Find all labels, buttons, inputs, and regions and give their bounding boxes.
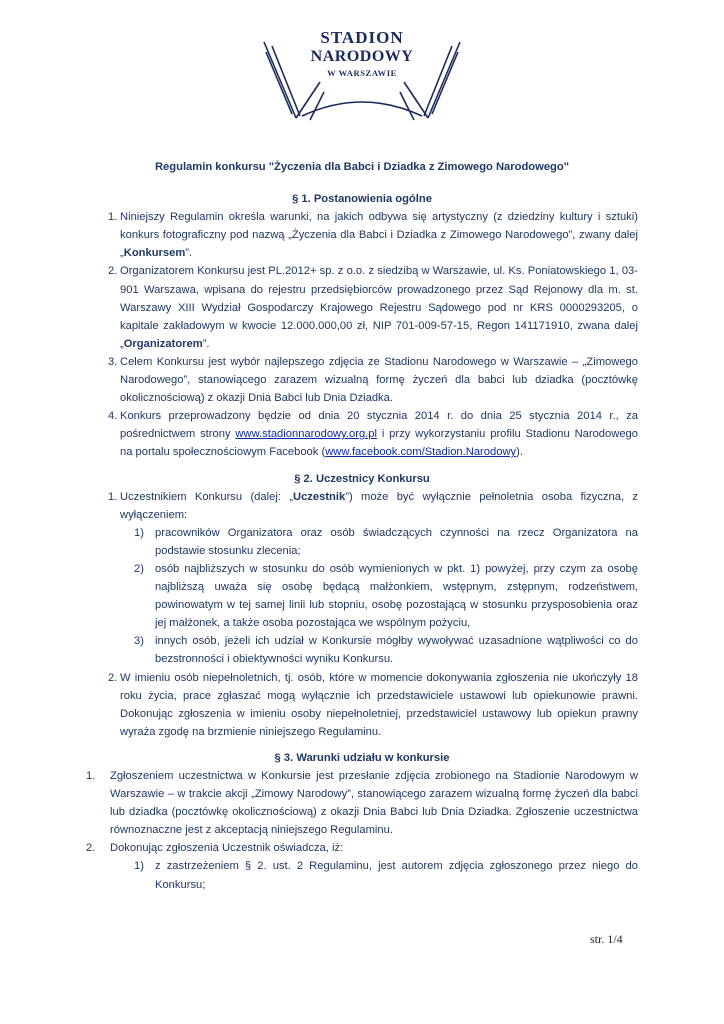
item-text: Celem Konkursu jest wybór najlepszego zdjęcia ze Stadionu Narodowego w Warszawie – „Zimowego Narodowego”, stanowiącego zarazem wizualną formę życzeń dla babci lub dziadka (pocztówkę okolicznościową) z okazji Dnia Babci lub Dnia Dziadka. bbox=[120, 355, 638, 405]
list-item bbox=[86, 208, 638, 262]
section-3-sublist bbox=[86, 857, 638, 893]
list-item bbox=[86, 669, 638, 741]
item-number: 1. bbox=[86, 770, 96, 782]
item-text: ”. bbox=[185, 247, 193, 260]
item-text: pracowników Organizatora oraz osób świadczących czynności na rzecz Organizatora na podstawie stosunku zlecenia; bbox=[155, 526, 638, 557]
page-number: str. 1/4 bbox=[590, 932, 623, 946]
item-text: Uczestnikiem Konkursu (dalej: „ bbox=[120, 490, 293, 503]
defined-term: Konkursem bbox=[123, 247, 186, 260]
item-text: Organizatorem Konkursu jest PL.2012+ sp. z o.o. z siedzibą w Warszawie, ul. Ks. Poniatowskiego 1, 03-901 Warszawa, wpisana do rejestru przedsiębiorców prowadzonego przez Sąd Rejonowy dla m. st. Warszawy XIII Wydział Gospodarczy Krajowego Rejestru Sądowego pod nr KRS 0000293205, o kapitale zakładowym w kwocie 12.000.000,00 zł, NIP 701-009-57-15, Regon 141171910, zwana dalej „ bbox=[120, 265, 638, 350]
regulation-document bbox=[86, 158, 638, 894]
logo-text-narodowy: NARODOWY bbox=[310, 48, 414, 65]
sublist-item bbox=[86, 560, 638, 632]
sublist-item bbox=[86, 857, 638, 893]
item-number: 3) bbox=[134, 635, 144, 648]
item-number: 2) bbox=[134, 562, 144, 575]
list-item bbox=[86, 407, 638, 461]
item-text: i przy wykorzystaniu profilu Stadionu Narodowego na portalu społecznościowym Facebook ( bbox=[120, 428, 639, 459]
logo-text-warszawie: W WARSZAWIE bbox=[327, 68, 397, 78]
defined-term: Uczestnik bbox=[292, 490, 346, 503]
list-item bbox=[86, 488, 638, 669]
item-number: 2. bbox=[108, 671, 118, 684]
item-text: W imieniu osób niepełnoletnich, tj. osób, które w momencie dokonywania zgłoszenia nie ukończyły 18 roku życia, prace zgłaszać mogą wyłącznie ich przedstawiciele ustawowi lub opiekunowie prawni. Dokonując zgłoszenia w imieniu osoby niepełnoletniej, przedstawiciel ustawowy lub opiekun prawny wyraża zgodę na brzmienie niniejszego Regulaminu. bbox=[120, 671, 638, 738]
item-text: osób najbliższych w stosunku do osób wymienionych w pkt. 1) powyżej, przy czym za osobę najbliższą uważa się osobę będącą małżonkiem, wstępnym, zstępnym, rodzeństwem, powinowatym w tej samej linii lub stopniu, osobę pozostającą w stosunku przysposobienia oraz jej małżonek, a także osoba pozostająca we wspólnym pożyciu, bbox=[155, 562, 638, 630]
stadion-logo bbox=[262, 26, 462, 122]
list-item bbox=[86, 767, 638, 839]
facebook-page-link[interactable]: www.facebook.com/Stadion.Narodowy bbox=[325, 446, 517, 459]
section-1-list bbox=[86, 208, 638, 461]
sublist-item bbox=[86, 524, 638, 560]
item-number: 1. bbox=[108, 490, 118, 503]
item-text: innych osób, jeżeli ich udział w Konkursie mógłby wywoływać uzasadnione wątpliwości co do bezstronności i obiektywności wyniku Konkursu. bbox=[155, 635, 638, 666]
item-number: 1) bbox=[134, 860, 144, 873]
item-text: Niniejszy Regulamin określa warunki, na jakich odbywa się artystyczny (z dziedziny kultury i sztuki) konkurs fotograficzny pod nazwą „Życzenia dla Babci i Dziadka z Zimowego Narodowego”, zwany dalej „ bbox=[120, 211, 638, 260]
section-3-list bbox=[86, 767, 638, 894]
section-1-heading: § 1. Postanowienia ogólne bbox=[292, 193, 432, 206]
item-text: Zgłoszeniem uczestnictwa w Konkursie jest przesłanie zdjęcia zrobionego na Stadionie Narodowym w Warszawie – w trakcie akcji „Zimowy Narodowy”, stanowiącego zarazem wizualną formę życzeń dla babci lub dziadka (pocztówkę okolicznościową) z okazji Dnia Babci lub Dnia Dziadka. Zgłoszenie uczestnictwa równoznaczne jest z akceptacją niniejszego Regulaminu. bbox=[110, 770, 638, 837]
section-2-heading: § 2. Uczestnicy Konkursu bbox=[294, 472, 430, 485]
section-2-list bbox=[86, 488, 638, 741]
item-text: ”. bbox=[202, 337, 210, 350]
document-title: Regulamin konkursu "Życzenia dla Babci i Dziadka z Zimowego Narodowego" bbox=[154, 161, 570, 173]
item-number: 1. bbox=[108, 211, 118, 224]
list-item bbox=[86, 839, 638, 893]
item-number: 3. bbox=[108, 355, 118, 368]
stadion-website-link[interactable]: www.stadionnarodowy.org.pl bbox=[235, 428, 377, 441]
sublist-item bbox=[86, 632, 638, 668]
defined-term: Organizatorem bbox=[123, 337, 203, 350]
item-text: ). bbox=[516, 446, 523, 459]
item-text: Konkurs przeprowadzony będzie od dnia 20 stycznia 2014 r. do dnia 25 stycznia 2014 r., za pośrednictwem strony bbox=[120, 410, 638, 441]
list-item bbox=[86, 262, 638, 352]
item-number: 2. bbox=[86, 842, 96, 855]
section-3-heading: § 3. Warunki udziału w konkursie bbox=[274, 751, 450, 764]
item-text: z zastrzeżeniem § 2. ust. 2 Regulaminu, jest autorem zdjęcia zgłoszonego przez niego do Konkursu; bbox=[155, 860, 638, 891]
item-text: Dokonując zgłoszenia Uczestnik oświadcza, iż: bbox=[110, 842, 344, 855]
item-number: 2. bbox=[108, 265, 118, 278]
logo-text-stadion: STADION bbox=[320, 28, 404, 47]
section-2-sublist bbox=[86, 524, 638, 669]
list-item bbox=[86, 353, 638, 407]
item-number: 4. bbox=[108, 410, 118, 423]
item-number: 1) bbox=[134, 526, 144, 539]
item-text: ”) może być wyłącznie pełnoletnia osoba fizyczna, z wyłączeniem: bbox=[120, 490, 638, 521]
